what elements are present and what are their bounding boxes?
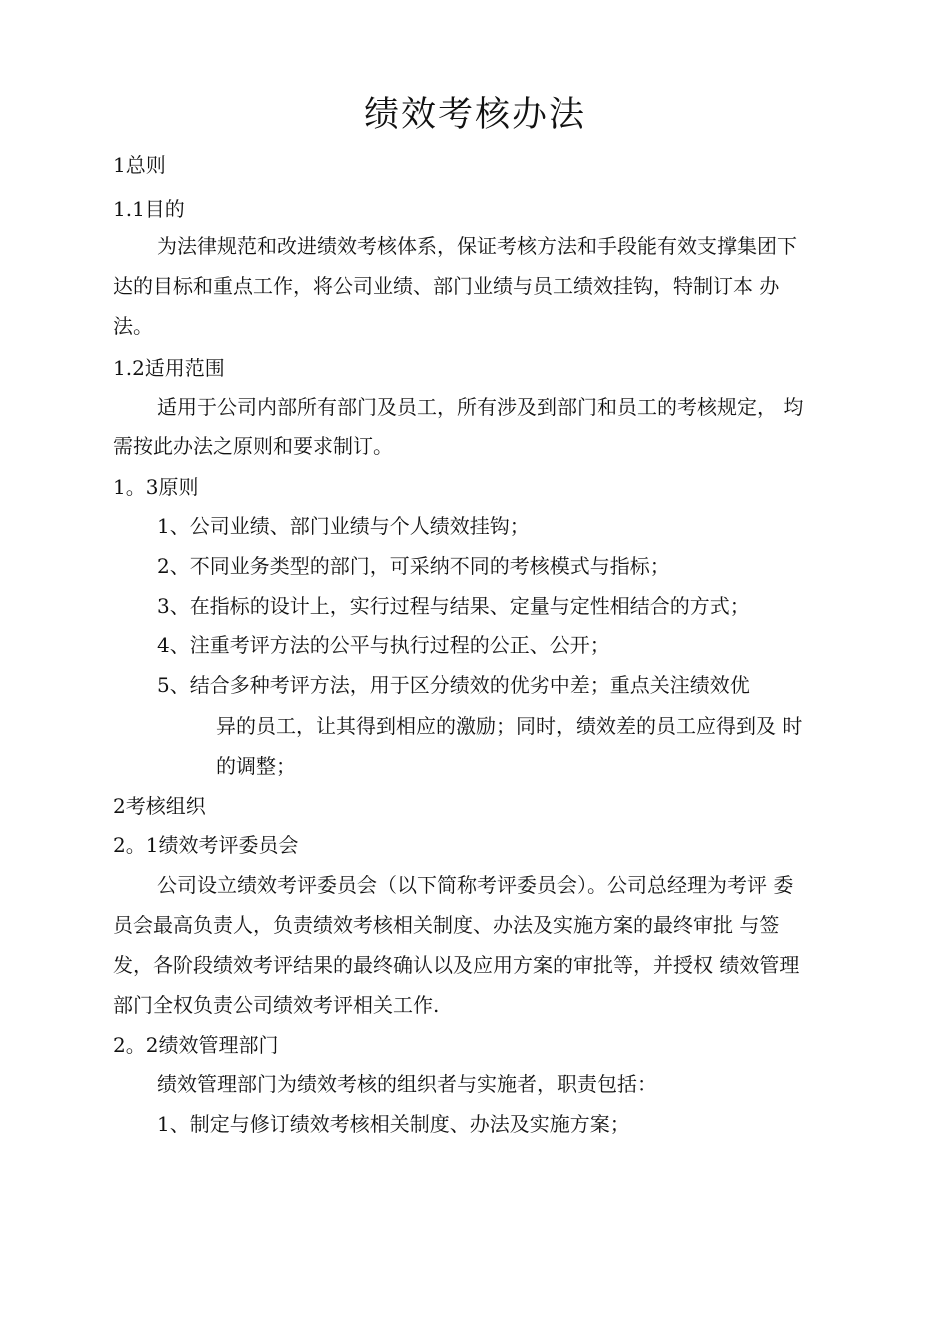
list-item: 1、制定与修订绩效考核相关制度、办法及实施方案； [157, 1112, 630, 1136]
paragraph-line: 法。 [113, 314, 153, 338]
paragraph-line: 部门全权负责公司绩效考评相关工作. [113, 993, 440, 1017]
paragraph-line: 员会最高负责人，负责绩效考核相关制度、办法及实施方案的最终审批 与签 [113, 913, 780, 937]
paragraph-line: 绩效管理部门为绩效考核的组织者与实施者，职责包括： [157, 1072, 657, 1096]
section-2-1-heading: 2。1绩效考评委员会 [113, 833, 299, 857]
paragraph-line: 公司设立绩效考评委员会（以下简称考评委员会）。公司总经理为考评 委 [157, 873, 794, 897]
list-item: 2、不同业务类型的部门，可采纳不同的考核模式与指标； [157, 554, 670, 578]
list-item-continuation: 异的员工，让其得到相应的激励；同时，绩效差的员工应得到及 时 [216, 714, 803, 738]
section-2-heading: 2考核组织 [113, 794, 206, 818]
list-item: 4、注重考评方法的公平与执行过程的公正、公开； [157, 633, 610, 657]
list-item: 3、在指标的设计上，实行过程与结果、定量与定性相结合的方式； [157, 594, 750, 618]
paragraph-line: 适用于公司内部所有部门及员工，所有涉及到部门和员工的考核规定， 均 [157, 395, 804, 419]
section-2-2-heading: 2。2绩效管理部门 [113, 1033, 279, 1057]
paragraph-line: 达的目标和重点工作，将公司业绩、部门业绩与员工绩效挂钩，特制订本 办 [113, 274, 780, 298]
section-1-heading: 1总则 [113, 153, 166, 177]
list-item: 5、结合多种考评方法，用于区分绩效的优劣中差；重点关注绩效优 [157, 673, 750, 697]
paragraph-line: 发，各阶段绩效考评结果的最终确认以及应用方案的审批等，并授权 绩效管理 [113, 953, 800, 977]
list-item-continuation: 的调整； [216, 754, 296, 778]
list-item: 1、公司业绩、部门业绩与个人绩效挂钩； [157, 514, 530, 538]
section-1-3-heading: 1。3原则 [113, 475, 199, 499]
section-1-2-heading: 1.2适用范围 [113, 356, 225, 380]
section-1-1-heading: 1.1目的 [113, 197, 185, 221]
document-title: 绩效考核办法 [363, 95, 586, 135]
paragraph-line: 需按此办法之原则和要求制订。 [113, 434, 393, 458]
paragraph-line: 为法律规范和改进绩效考核体系，保证考核方法和手段能有效支撑集团下 [157, 234, 797, 258]
